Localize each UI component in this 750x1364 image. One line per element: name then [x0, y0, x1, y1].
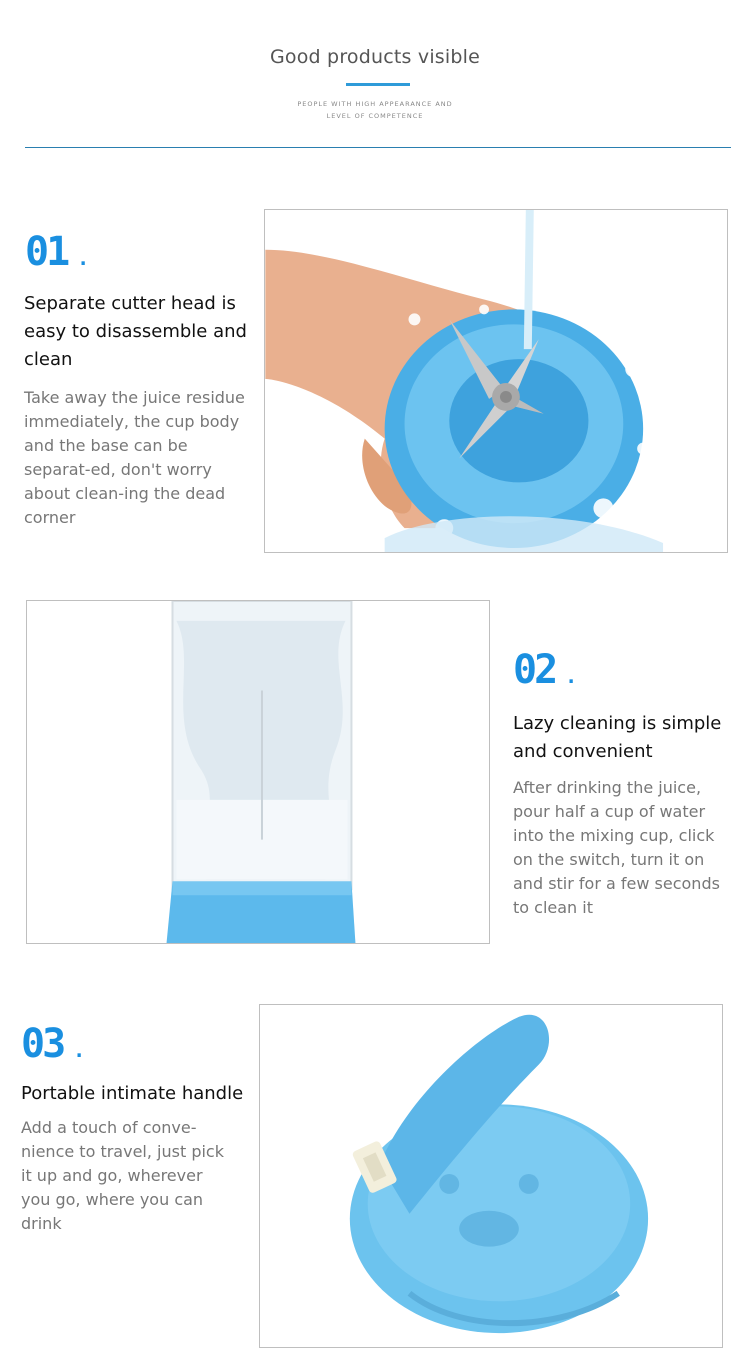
- feature-1-description: Take away the juice residue immediately, the cup body and the base can be separat-ed, don't worry about clean-ing the dead corner: [24, 388, 245, 527]
- feature-3-number: [21, 1021, 86, 1070]
- cutter-head-illustration: [265, 210, 727, 552]
- subtitle-line-2: LEVEL OF COMPETENCE: [326, 112, 424, 120]
- feature-3-description: Add a touch of conve-nience to travel, just pick it up and go, wherever you go, where you can drink: [21, 1118, 224, 1233]
- feature-1-dot: .: [77, 246, 90, 270]
- feature-2-heading: Lazy cleaning is simple and convenient: [513, 713, 722, 762]
- header-divider: [25, 147, 731, 148]
- feature-3-heading: Portable intimate handle: [21, 1083, 244, 1104]
- subtitle-line-1: PEOPLE WITH HIGH APPEARANCE AND: [297, 100, 453, 108]
- feature-2-number-text: 02: [513, 647, 556, 693]
- mixing-cup-illustration: [27, 601, 489, 943]
- feature-1-number-text: 01: [25, 229, 68, 275]
- feature-3-image: [259, 1004, 723, 1348]
- feature-3-dot: .: [73, 1038, 86, 1062]
- feature-2-dot: .: [565, 664, 578, 688]
- feature-1-number: [25, 229, 90, 278]
- page-title: Good products visible: [269, 46, 481, 68]
- feature-1-heading: Separate cutter head is easy to disassemble and clean: [24, 293, 247, 370]
- feature-3-number-text: 03: [21, 1021, 64, 1067]
- handle-lid-illustration: [260, 1005, 722, 1347]
- title-underline: [346, 83, 410, 86]
- feature-2-image: [26, 600, 490, 944]
- feature-2-number: [513, 647, 578, 696]
- page-subtitle: [0, 98, 750, 122]
- feature-1-image: [264, 209, 728, 553]
- feature-2-description: After drinking the juice, pour half a cup of water into the mixing cup, click on the switch, turn it on and stir for a few seconds to clean it: [513, 778, 720, 917]
